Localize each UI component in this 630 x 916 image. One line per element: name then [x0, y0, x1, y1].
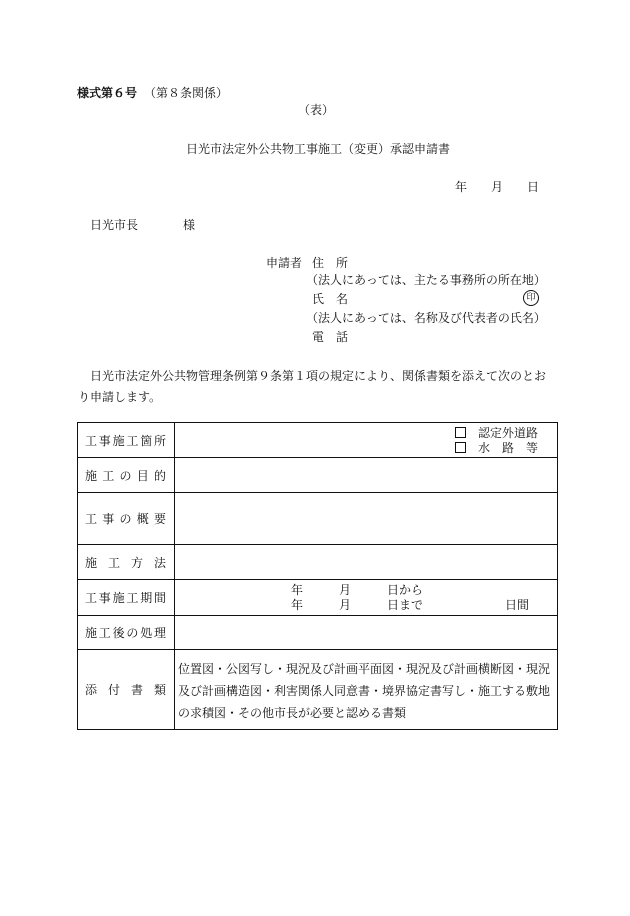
- period-from-day: 日から: [387, 583, 424, 597]
- field-after[interactable]: [175, 616, 558, 650]
- date-year-unit: 年: [455, 180, 468, 194]
- option-waterway[interactable]: 水 路 等: [455, 441, 538, 455]
- applicant-name-label: 氏 名: [312, 292, 349, 306]
- field-period[interactable]: [175, 580, 558, 616]
- attachments-line-2: 及び計画構造図・利害関係人同意書・境界協定書写し・施工する敷地: [178, 684, 551, 698]
- addressee-name: 日光市長: [90, 218, 139, 232]
- label-location: 工 事 施 工 箇 所: [78, 423, 175, 458]
- addressee-honorific: 様: [183, 218, 196, 232]
- applicant-address-label: 住 所: [312, 256, 349, 270]
- field-overview[interactable]: [175, 493, 558, 545]
- applicant-name-note: （法人にあっては、名称及び代表者の氏名）: [306, 311, 546, 325]
- period-from-month: 月: [339, 583, 352, 597]
- form-relation: （第８条関係）: [144, 86, 229, 100]
- date-day-unit: 日: [527, 180, 540, 194]
- field-location[interactable]: [175, 423, 558, 458]
- attachments-line-3: の求積図・その他市長が必要と認める書類: [178, 706, 407, 720]
- option-road[interactable]: 認定外道路: [455, 426, 538, 440]
- label-period: 工 事 施 工 期 間: [78, 580, 175, 616]
- period-to-year: 年: [291, 598, 304, 612]
- row-method: [78, 545, 558, 580]
- application-statement: [78, 366, 561, 408]
- checkbox-waterway[interactable]: [455, 442, 466, 453]
- label-purpose: 施 工 の 目 的: [78, 458, 175, 493]
- application-table: [77, 422, 558, 730]
- period-from-year: 年: [291, 583, 304, 597]
- statement-line-1: 日光市法定外公共物管理条例第９条第１項の規定により、関係書類を添えて次のとお: [90, 369, 547, 383]
- label-attachments: 添 付 書 類: [78, 650, 175, 730]
- field-purpose[interactable]: [175, 458, 558, 493]
- label-after: 施 工 後 の 処 理: [78, 616, 175, 650]
- period-to-month: 月: [339, 598, 352, 612]
- row-attachments: [78, 650, 558, 730]
- checkbox-road[interactable]: [455, 427, 466, 438]
- row-location: [78, 423, 558, 458]
- period-to-day: 日まで: [387, 598, 424, 612]
- row-purpose: [78, 458, 558, 493]
- applicant-address-note: （法人にあっては、主たる事務所の所在地）: [306, 273, 546, 287]
- attachments-line-1: 位置図・公図写し・現況及び計画平面図・現況及び計画横断図・現況: [178, 662, 551, 676]
- statement-line-2: り申請します。: [78, 390, 162, 404]
- page-title: 日光市法定外公共物工事施工（変更）承認申請書: [186, 142, 451, 156]
- period-days-unit: 日間: [505, 598, 530, 612]
- row-period: [78, 580, 558, 616]
- label-overview: 工 事 の 概 要: [78, 493, 175, 545]
- date-month-unit: 月: [491, 180, 504, 194]
- row-overview: [78, 493, 558, 545]
- applicant-label: 申請者: [266, 256, 303, 270]
- seal-mark: 印: [523, 290, 539, 306]
- field-attachments: [175, 650, 558, 730]
- row-after: [78, 616, 558, 650]
- applicant-phone-label: 電 話: [312, 330, 349, 344]
- field-method[interactable]: [175, 545, 558, 580]
- form-number: 様式第６号: [77, 86, 138, 100]
- label-method: 施 工 方 法: [78, 545, 175, 580]
- form-side: （表）: [298, 103, 335, 117]
